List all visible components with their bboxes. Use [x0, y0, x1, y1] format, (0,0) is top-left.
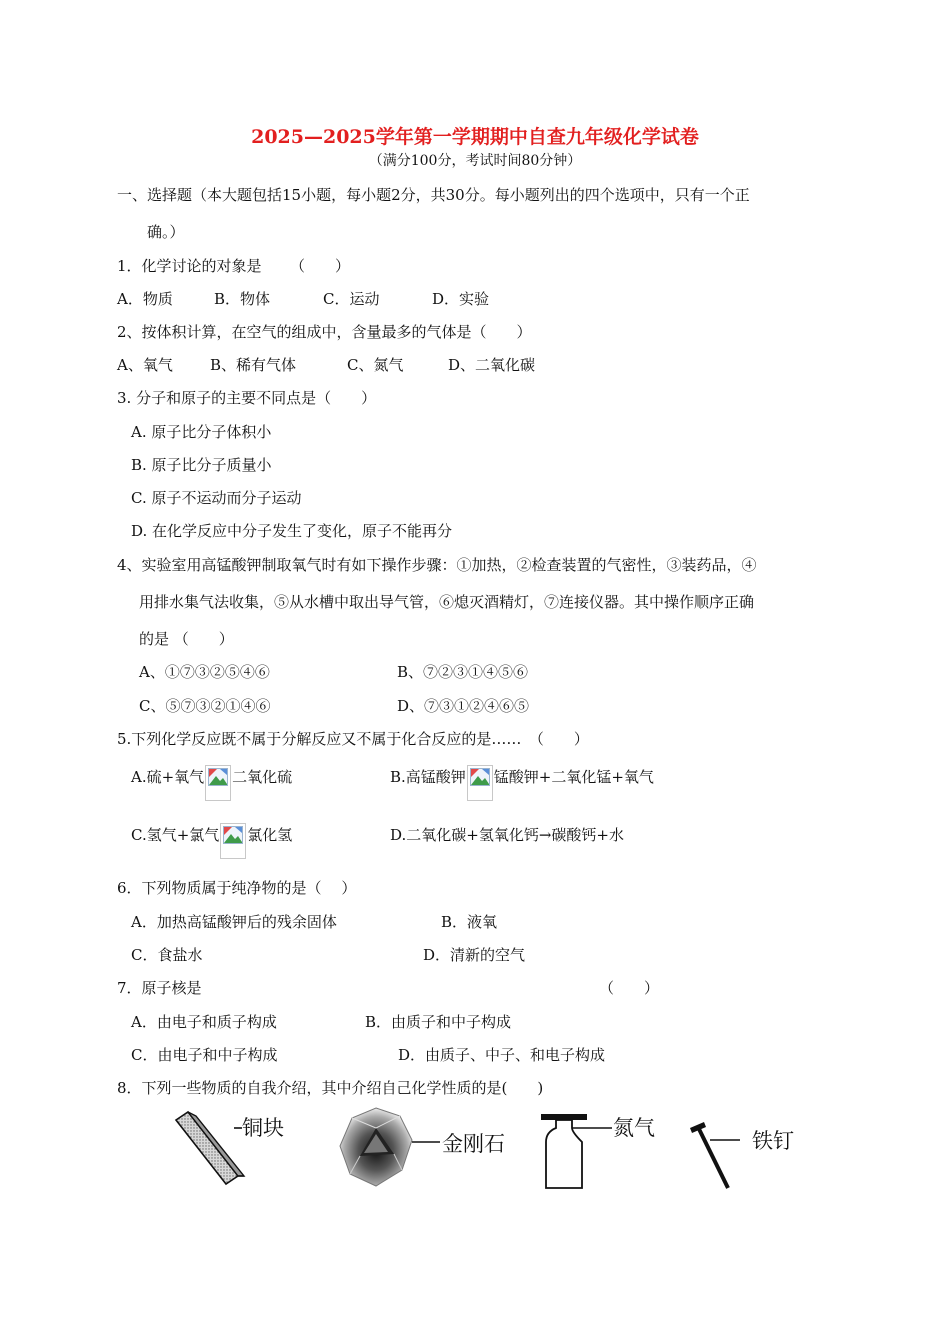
question-4-stem-2: 用排水集气法收集，⑤从水槽中取出导气管，⑥熄灭酒精灯，⑦连接仪器。其中操作顺序正确 [139, 593, 755, 611]
question-1-blank: （ ） [290, 257, 351, 275]
question-7-stem: 7．原子核是 [117, 979, 202, 997]
q7-option-c: C．由电子和中子构成 [131, 1046, 278, 1064]
q5-option-a-reactants: A.硫+氧气 [131, 768, 205, 786]
q5-option-c-product: 氯化氢 [247, 826, 293, 844]
q5-option-a-product: 二氧化硫 [232, 768, 293, 786]
page-subtitle: （满分100分，考试时间80分钟） [368, 153, 582, 169]
figure-label-nitrogen: 氮气 [613, 1116, 655, 1140]
q4-option-d: D、⑦③①②④⑥⑤ [397, 697, 530, 715]
broken-image-icon [205, 765, 231, 801]
q6-option-b: B．液氧 [441, 913, 498, 931]
q1-option-c: C．运动 [323, 290, 380, 308]
section-heading: 一、选择题（本大题包括15小题，每小题2分，共30分。每小题列出的四个选项中，只有一个正 [117, 186, 750, 204]
question-4-stem-1: 4、实验室用高锰酸钾制取氧气时有如下操作步骤：①加热，②检查装置的气密性，③装药品，④ [117, 556, 757, 574]
question-6-stem: 6．下列物质属于纯净物的是（ ） [117, 879, 357, 897]
q5-option-b [390, 767, 654, 801]
question-8-stem: 8．下列一些物质的自我介绍，其中介绍自己化学性质的是( ) [117, 1079, 544, 1097]
question-2-stem: 2、按体积计算，在空气的组成中，含量最多的气体是（ ） [117, 323, 532, 341]
q3-option-d: D. 在化学反应中分子发生了变化，原子不能再分 [131, 522, 453, 540]
question-3-stem: 3. 分子和原子的主要不同点是（ ） [117, 389, 377, 407]
gas-bottle-icon [538, 1112, 618, 1196]
page-title: 2025—2025学年第一学期期中自查九年级化学试卷 [251, 126, 699, 148]
question-4-stem-3: 的是 （ ） [139, 630, 234, 648]
section-heading-cont: 确。） [147, 223, 185, 241]
q4-option-c: C、⑤⑦③②①④⑥ [139, 697, 271, 715]
q5-option-b-reactants: B.高锰酸钾 [390, 768, 466, 786]
figure-label-diamond: 金刚石 [442, 1132, 505, 1156]
broken-image-icon [467, 765, 493, 801]
question-7-blank: （ ） [599, 979, 660, 997]
q4-option-b: B、⑦②③①④⑤⑥ [397, 663, 529, 681]
diamond-icon [336, 1104, 446, 1194]
iron-nail-icon [688, 1120, 758, 1196]
q5-option-c-reactants: C.氢气+氯气 [131, 826, 220, 844]
q6-option-a: A．加热高锰酸钾后的残余固体 [131, 913, 337, 931]
q2-option-d: D、二氧化碳 [448, 356, 536, 374]
q7-option-b: B．由质子和中子构成 [365, 1013, 512, 1031]
figure-label-iron-nail: 铁钉 [752, 1129, 794, 1153]
q5-option-a [131, 767, 292, 801]
broken-image-icon [220, 823, 246, 859]
q3-option-c: C. 原子不运动而分子运动 [131, 489, 302, 507]
q7-option-d: D．由质子、中子、和电子构成 [398, 1046, 606, 1064]
q5-option-b-products: 锰酸钾+二氧化锰+氧气 [493, 768, 654, 786]
q6-option-d: D．清新的空气 [423, 946, 526, 964]
q2-option-c: C、氮气 [347, 356, 404, 374]
q2-option-a: A、氧气 [117, 356, 173, 374]
figure-label-copper: 铜块 [242, 1116, 284, 1140]
q1-option-b: B．物体 [214, 290, 271, 308]
question-5-stem: 5.下列化学反应既不属于分解反应又不属于化合反应的是…… （ ） [117, 730, 589, 748]
q3-option-b: B. 原子比分子质量小 [131, 456, 272, 474]
q1-option-d: D．实验 [432, 290, 490, 308]
q5-option-d: D.二氧化碳+氢氧化钙→碳酸钙+水 [390, 826, 624, 844]
q7-option-a: A．由电子和质子构成 [131, 1013, 277, 1031]
q3-option-a: A. 原子比分子体积小 [131, 423, 272, 441]
question-1-stem: 1．化学讨论的对象是 [117, 257, 262, 275]
q5-option-c [131, 825, 292, 859]
q1-option-a: A．物质 [117, 290, 173, 308]
q6-option-c: C．食盐水 [131, 946, 203, 964]
q4-option-a: A、①⑦③②⑤④⑥ [139, 663, 270, 681]
q2-option-b: B、稀有气体 [210, 356, 297, 374]
